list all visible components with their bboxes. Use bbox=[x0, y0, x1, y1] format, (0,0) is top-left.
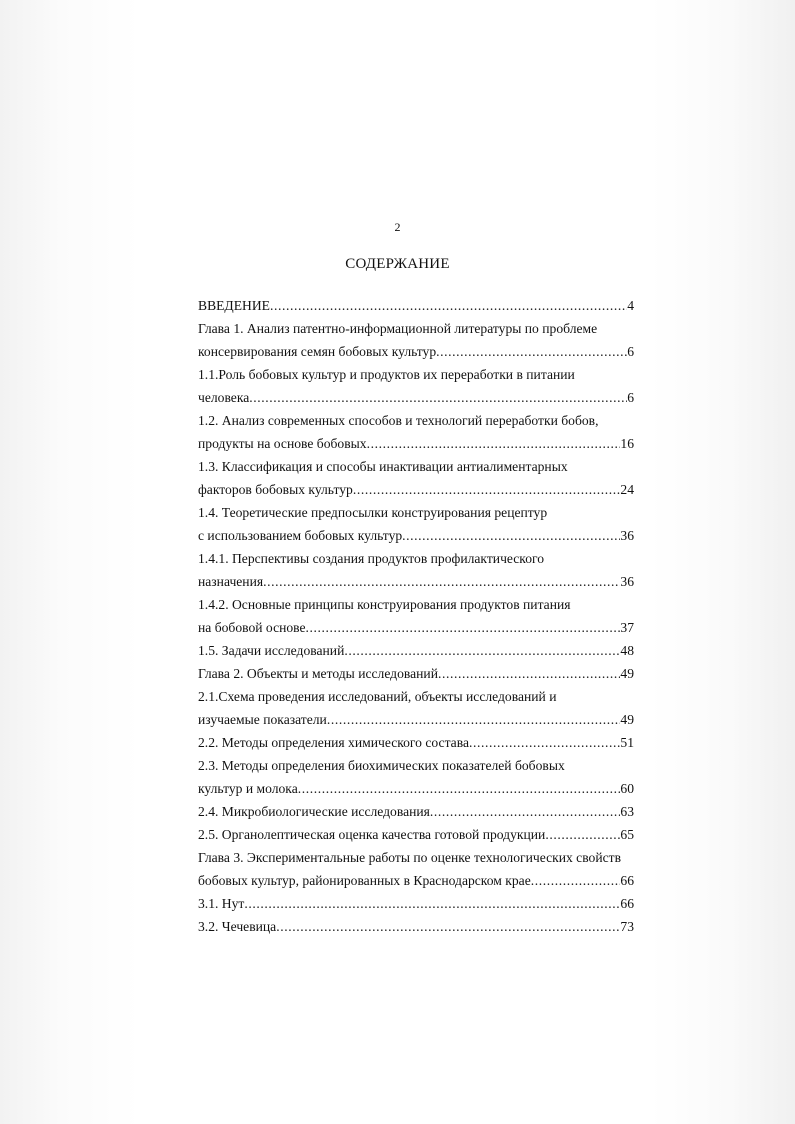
dot-leader bbox=[438, 662, 620, 685]
toc-entry-text: 2.1.Схема проведения исследований, объекты исследований и bbox=[198, 689, 557, 704]
toc-page-number: 36 bbox=[620, 574, 634, 589]
toc-page-number: 66 bbox=[620, 873, 634, 888]
toc-line bbox=[198, 363, 634, 386]
toc-entry bbox=[198, 754, 634, 800]
toc-entry-text: назначения bbox=[198, 574, 264, 589]
toc-entry bbox=[198, 639, 634, 662]
toc-line bbox=[198, 662, 634, 685]
toc-entry bbox=[198, 823, 634, 846]
toc-line bbox=[198, 409, 634, 432]
toc-entry-text: бобовых культур, районированных в Краснодарском крае bbox=[198, 873, 531, 888]
dot-leader bbox=[263, 570, 620, 593]
toc-entry-text: факторов бобовых культур bbox=[198, 482, 353, 497]
toc-entry-text: 3.2. Чечевица bbox=[198, 919, 277, 934]
toc-entry-text: 2.2. Методы определения химического состава bbox=[198, 735, 469, 750]
toc-page-number: 63 bbox=[620, 804, 634, 819]
toc-line bbox=[198, 800, 634, 823]
toc-line bbox=[198, 754, 634, 777]
toc-entry-text: Глава 1. Анализ патентно-информационной литературы по проблеме bbox=[198, 321, 598, 336]
toc-entry-text: 1.4. Теоретические предпосылки конструирования рецептур bbox=[198, 505, 548, 520]
toc-entry-text: 1.4.2. Основные принципы конструирования продуктов питания bbox=[198, 597, 571, 612]
dot-leader bbox=[367, 432, 621, 455]
toc-page-number: 6 bbox=[627, 344, 634, 359]
toc-entry bbox=[198, 846, 634, 892]
toc-entry-text: 1.2. Анализ современных способов и технологий переработки бобов, bbox=[198, 413, 599, 428]
toc-page-number: 4 bbox=[627, 298, 634, 313]
toc-line bbox=[198, 846, 634, 869]
toc-page-number: 49 bbox=[620, 666, 634, 681]
page-number: 2 bbox=[394, 220, 401, 234]
dot-leader bbox=[249, 386, 627, 409]
toc-line bbox=[198, 777, 634, 800]
toc-entry-text: 2.5. Органолептическая оценка качества готовой продукции bbox=[198, 827, 546, 842]
toc-entry bbox=[198, 294, 634, 317]
toc-entry bbox=[198, 455, 634, 501]
toc-page-number: 51 bbox=[620, 735, 634, 750]
toc-entry-text: консервирования семян бобовых культур bbox=[198, 344, 437, 359]
toc-entry-text: 2.4. Микробиологические исследования bbox=[198, 804, 430, 819]
dot-leader bbox=[270, 294, 627, 317]
toc-page-number: 16 bbox=[620, 436, 634, 451]
toc-entry-text: продукты на основе бобовых bbox=[198, 436, 367, 451]
toc-entry bbox=[198, 363, 634, 409]
toc-page-number: 36 bbox=[620, 528, 634, 543]
toc-page-number: 24 bbox=[620, 482, 634, 497]
toc-entry-text: ВВЕДЕНИЕ bbox=[198, 298, 270, 313]
toc-entry bbox=[198, 409, 634, 455]
toc-entry bbox=[198, 662, 634, 685]
toc-line bbox=[198, 593, 634, 616]
dot-leader bbox=[469, 731, 620, 754]
toc-entry-text: на бобовой основе bbox=[198, 620, 306, 635]
toc-entry-text: Глава 3. Экспериментальные работы по оценке технологических свойств bbox=[198, 850, 622, 865]
dot-leader bbox=[531, 869, 621, 892]
toc-entry-text: Глава 2. Объекты и методы исследований bbox=[198, 666, 438, 681]
dot-leader bbox=[436, 340, 627, 363]
dot-leader bbox=[306, 616, 621, 639]
dot-leader bbox=[298, 777, 621, 800]
toc-page-number: 48 bbox=[620, 643, 634, 658]
toc-entry-text: культур и молока bbox=[198, 781, 298, 796]
dot-leader bbox=[545, 823, 620, 846]
toc-entry bbox=[198, 547, 634, 593]
toc-page-number: 6 bbox=[627, 390, 634, 405]
toc-entry-text: 2.3. Методы определения биохимических показателей бобовых bbox=[198, 758, 565, 773]
toc-entry-text: человека bbox=[198, 390, 250, 405]
toc-line bbox=[198, 386, 634, 409]
toc-line bbox=[198, 501, 634, 524]
toc-entry bbox=[198, 915, 634, 938]
toc-line bbox=[198, 731, 634, 754]
toc-entry-text: 3.1. Нут bbox=[198, 896, 245, 911]
toc-page-number: 65 bbox=[620, 827, 634, 842]
toc-entry-text: изучаемые показатели bbox=[198, 712, 327, 727]
toc-entry bbox=[198, 731, 634, 754]
toc-entry bbox=[198, 800, 634, 823]
toc-line bbox=[198, 570, 634, 593]
dot-leader bbox=[327, 708, 621, 731]
dot-leader bbox=[244, 892, 620, 915]
toc-line bbox=[198, 915, 634, 938]
dot-leader bbox=[430, 800, 620, 823]
dot-leader bbox=[344, 639, 620, 662]
toc-entry-text: с использованием бобовых культур bbox=[198, 528, 403, 543]
toc-page-number: 60 bbox=[620, 781, 634, 796]
toc-entry bbox=[198, 317, 634, 363]
toc-entry-text: 1.5. Задачи исследований bbox=[198, 643, 345, 658]
toc-line bbox=[198, 524, 634, 547]
page-title: СОДЕРЖАНИЕ bbox=[345, 256, 450, 272]
toc-line bbox=[198, 340, 634, 363]
toc-line bbox=[198, 294, 634, 317]
toc-line bbox=[198, 823, 634, 846]
toc-line bbox=[198, 478, 634, 501]
toc-entry-text: 1.1.Роль бобовых культур и продуктов их переработки в питании bbox=[198, 367, 575, 382]
toc-entry bbox=[198, 892, 634, 915]
toc-line bbox=[198, 432, 634, 455]
toc-line bbox=[198, 547, 634, 570]
toc-line bbox=[198, 317, 634, 340]
toc-entry bbox=[198, 685, 634, 731]
toc-entry bbox=[198, 501, 634, 547]
toc-page-number: 73 bbox=[620, 919, 634, 934]
toc-line bbox=[198, 455, 634, 478]
dot-leader bbox=[402, 524, 620, 547]
toc-line bbox=[198, 869, 634, 892]
toc-line bbox=[198, 892, 634, 915]
toc-page-number: 66 bbox=[620, 896, 634, 911]
table-of-contents bbox=[198, 294, 634, 938]
toc-entry bbox=[198, 593, 634, 639]
dot-leader bbox=[276, 915, 620, 938]
dot-leader bbox=[353, 478, 621, 501]
toc-page-number: 49 bbox=[620, 712, 634, 727]
toc-line bbox=[198, 708, 634, 731]
toc-page-number: 37 bbox=[620, 620, 634, 635]
toc-line bbox=[198, 685, 634, 708]
toc-line bbox=[198, 616, 634, 639]
toc-entry-text: 1.4.1. Перспективы создания продуктов профилактического bbox=[198, 551, 545, 566]
toc-entry-text: 1.3. Классификация и способы инактивации антиалиментарных bbox=[198, 459, 568, 474]
toc-line bbox=[198, 639, 634, 662]
